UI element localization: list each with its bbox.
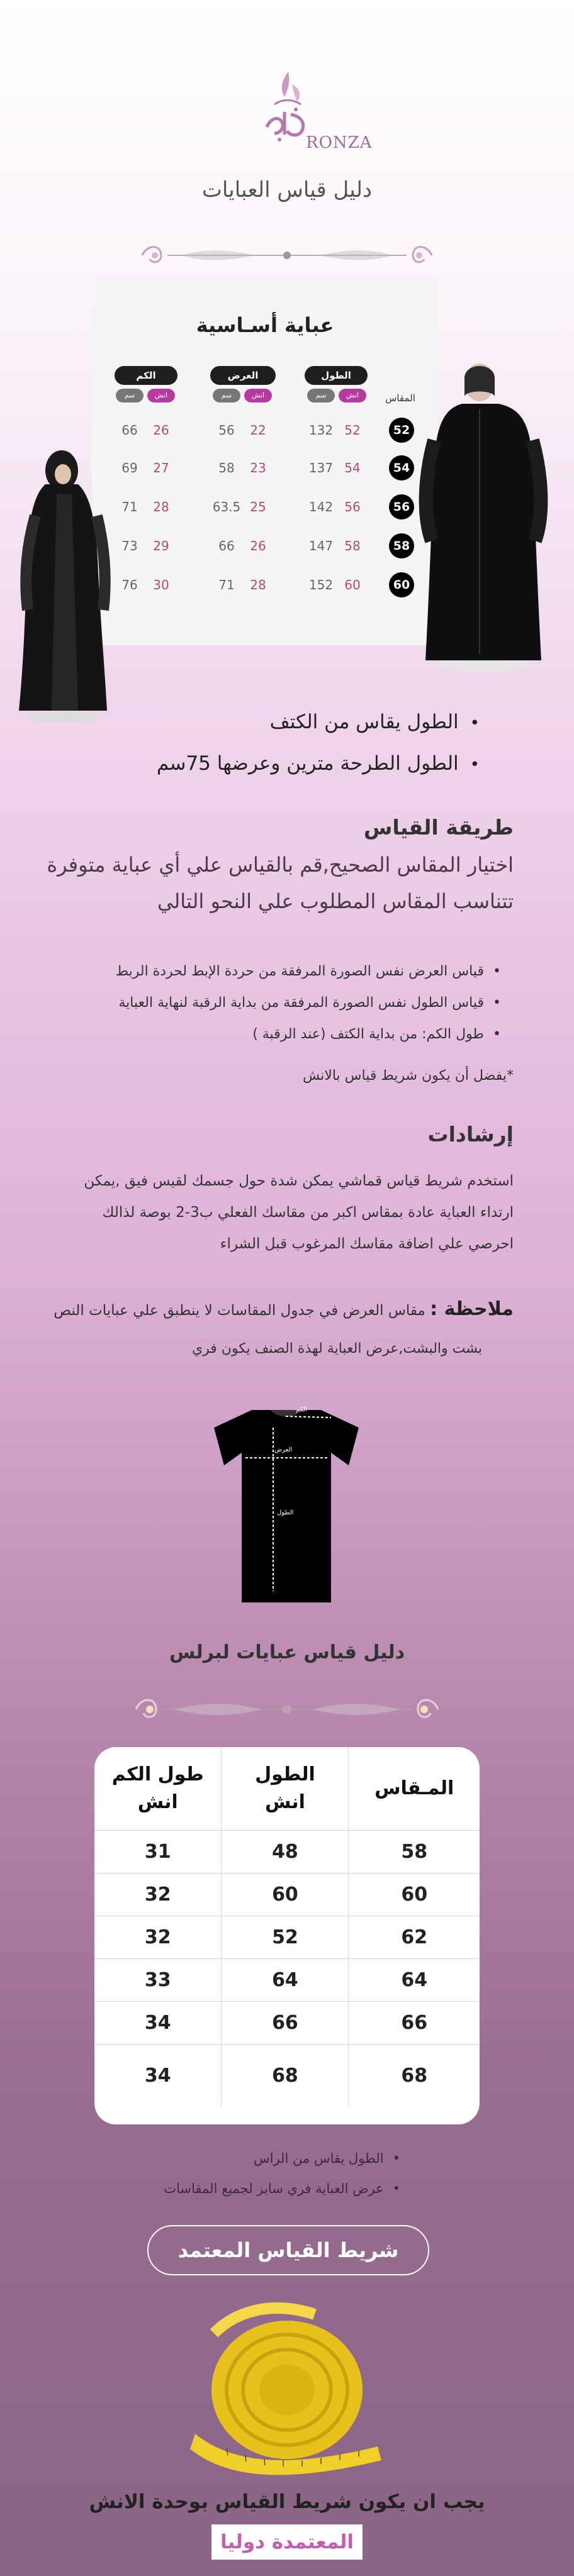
size-card-title: عباية أسـاسية (196, 313, 334, 337)
measuring-tape-photo (189, 2296, 385, 2478)
width-cm-cell: 58 (218, 460, 235, 475)
width-inch-cell: 23 (250, 460, 266, 475)
size-badge: 52 (389, 418, 414, 443)
size-column-header: المـقاس (349, 1747, 480, 1830)
sleeve-cell: 34 (94, 2044, 222, 2107)
length-cell: 48 (222, 1830, 349, 1873)
length-cm-cell: 142 (308, 499, 334, 514)
sleeve-cm-cell: 73 (121, 538, 138, 553)
sleeve-inch-label: انش (147, 389, 175, 402)
page-title: دليل قياس العبايات (201, 177, 373, 203)
prls-title: دليل قياس عبايات لبرلس (169, 1641, 405, 1663)
length-inch-cell: 52 (344, 423, 361, 438)
sleeve-cell: 32 (94, 1873, 222, 1916)
sleeve-cm-cell: 66 (121, 423, 138, 438)
sleeve-cm-cell: 76 (121, 577, 138, 592)
note-text: مقاس العرض في جدول المقاسات لا ينطبق علي عبايات النص (53, 1302, 425, 1319)
length-cell: 64 (222, 1958, 349, 2001)
size-cell: 66 (349, 2001, 480, 2044)
length-cell: 60 (222, 1873, 349, 1916)
size-cell: 58 (349, 1830, 480, 1873)
prls-note: • الطول يقاس من الراس (254, 2151, 400, 2166)
inch-preference-note: *يفضل أن يكون شريط قياس بالانش (303, 1068, 514, 1084)
table-row (94, 1958, 480, 2001)
sleeve-cm-cell: 69 (121, 460, 138, 475)
sleeve-cell: 32 (94, 1916, 222, 1958)
sleeve-cell: 34 (94, 2001, 222, 2044)
width-cm-cell: 56 (218, 423, 235, 438)
group-sleeve-pill: الكم (115, 366, 177, 385)
length-inch-cell: 60 (344, 577, 361, 592)
prls-note: • عرض العباية فري سايز لجميع المقاسات (164, 2181, 400, 2196)
size-badge: 60 (389, 572, 414, 597)
length-cm-cell: 152 (308, 577, 334, 592)
inch-requirement-title: يجب ان يكون شريط القياس بوحدة الانش (89, 2490, 485, 2513)
sleeve-inch-cell: 27 (153, 460, 169, 475)
model-open-abaya-photo (13, 434, 120, 723)
guidance-line3: احرصي علي اضافة مقاسك المرغوب قبل الشراء (220, 1236, 514, 1252)
length-inch-cell: 56 (344, 499, 361, 514)
note-scarf-size: • الطول الطرحة مترين وعرضها 75سم (157, 752, 480, 775)
size-cell: 68 (349, 2044, 480, 2107)
sleeve-inch-cell: 30 (153, 577, 169, 592)
sleeve-cm-label: سم (116, 389, 144, 402)
method-text-line1: اختيار المقاس الصحيح,قم بالقياس علي أي عباية متوفرة (47, 853, 514, 877)
width-inch-cell: 28 (250, 577, 266, 592)
size-cell: 60 (349, 1873, 480, 1916)
group-length-pill: الطول (305, 366, 368, 385)
note-label: ملاحظة : (430, 1298, 514, 1320)
length-cm-cell: 132 (308, 423, 334, 438)
length-cell: 52 (222, 1916, 349, 1958)
sleeve-cell: 31 (94, 1830, 222, 1873)
size-cell: 62 (349, 1916, 480, 1958)
sleeve-column-header: طول الكم انش (94, 1747, 222, 1830)
width-inch-label: انش (244, 389, 272, 402)
sleeve-cell: 33 (94, 1958, 222, 2001)
table-row (94, 2001, 480, 2044)
guidance-line1: استخدم شريط قياس قماشي يمكن شدة حول جسمك لقيس فيق ,يمكن (84, 1173, 514, 1189)
width-cm-cell: 63.5 (212, 499, 241, 514)
length-cm-cell: 147 (308, 538, 334, 553)
abaya-measurement-diagram (208, 1402, 365, 1610)
guidance-heading: إرشادات (427, 1122, 514, 1146)
table-row (94, 1830, 480, 1873)
size-badge: 54 (389, 455, 414, 480)
width-inch-cell: 25 (250, 499, 266, 514)
width-inch-cell: 22 (250, 423, 266, 438)
table-header-row (94, 1747, 480, 1830)
note-length-shoulder: • الطول يقاس من الكتف (270, 711, 480, 733)
method-bullet: • قياس الطول نفس الصورة المرفقة من بداية الرقبة لنهاية العباية (118, 995, 501, 1011)
guidance-line2: ارتداء العباية عادة بمقاس اكبر من مقاسك الفعلي ب3-2 بوصة لذالك (102, 1204, 514, 1221)
size-badge: 58 (389, 533, 414, 558)
length-inch-cell: 54 (344, 460, 361, 475)
size-badge: 56 (389, 494, 414, 519)
model-closed-abaya-photo (418, 352, 550, 673)
group-width-pill: العرض (210, 366, 276, 385)
width-note (53, 1298, 514, 1320)
sleeve-inch-cell: 26 (153, 423, 169, 438)
note-line2: بشت والبشت,عرض العباية لهذة الصنف يكون فري (191, 1341, 482, 1357)
logo-wordmark: RONZA (306, 133, 373, 152)
length-inch-cell: 58 (344, 538, 361, 553)
diagram-length-label: الطول (277, 1509, 294, 1516)
diagram-sleeve-label: الكم (296, 1406, 308, 1413)
size-column-header: المقاس (385, 392, 415, 404)
prls-size-table (94, 1747, 480, 2124)
length-cell: 66 (222, 2001, 349, 2044)
table-row (94, 2044, 480, 2107)
approved-tape-button[interactable]: شريط القياس المعتمد (147, 2225, 429, 2275)
width-cm-cell: 66 (218, 538, 235, 553)
method-bullet: • قياس العرض نفس الصورة المرفقة من حردة الإبط لحردة الربط (116, 963, 501, 979)
sleeve-inch-cell: 28 (153, 499, 169, 514)
length-cm-cell: 137 (308, 460, 334, 475)
table-row (94, 1873, 480, 1916)
length-inch-label: انش (339, 389, 366, 402)
table-row (94, 1916, 480, 1958)
method-bullet: • طول الكم: من بداية الكتف (عند الرقبة ) (252, 1026, 501, 1042)
length-column-header: الطول انش (222, 1747, 349, 1830)
width-cm-label: سم (213, 389, 240, 402)
length-cm-label: سم (307, 389, 335, 402)
method-heading: طريقة القياس (363, 815, 514, 840)
method-text-line2: تتناسب المقاس المطلوب علي النحو التالي (157, 889, 514, 913)
width-inch-cell: 26 (250, 538, 266, 553)
width-cm-cell: 71 (218, 577, 235, 592)
international-badge: المعتمدة دوليا (211, 2524, 363, 2560)
size-cell: 64 (349, 1958, 480, 2001)
sleeve-inch-cell: 29 (153, 538, 169, 553)
ornament-divider-icon (130, 238, 444, 273)
length-cell: 68 (222, 2044, 349, 2107)
ornament-divider-icon (123, 1692, 451, 1727)
diagram-width-label: العرض (274, 1446, 293, 1453)
sleeve-cm-cell: 71 (121, 499, 138, 514)
